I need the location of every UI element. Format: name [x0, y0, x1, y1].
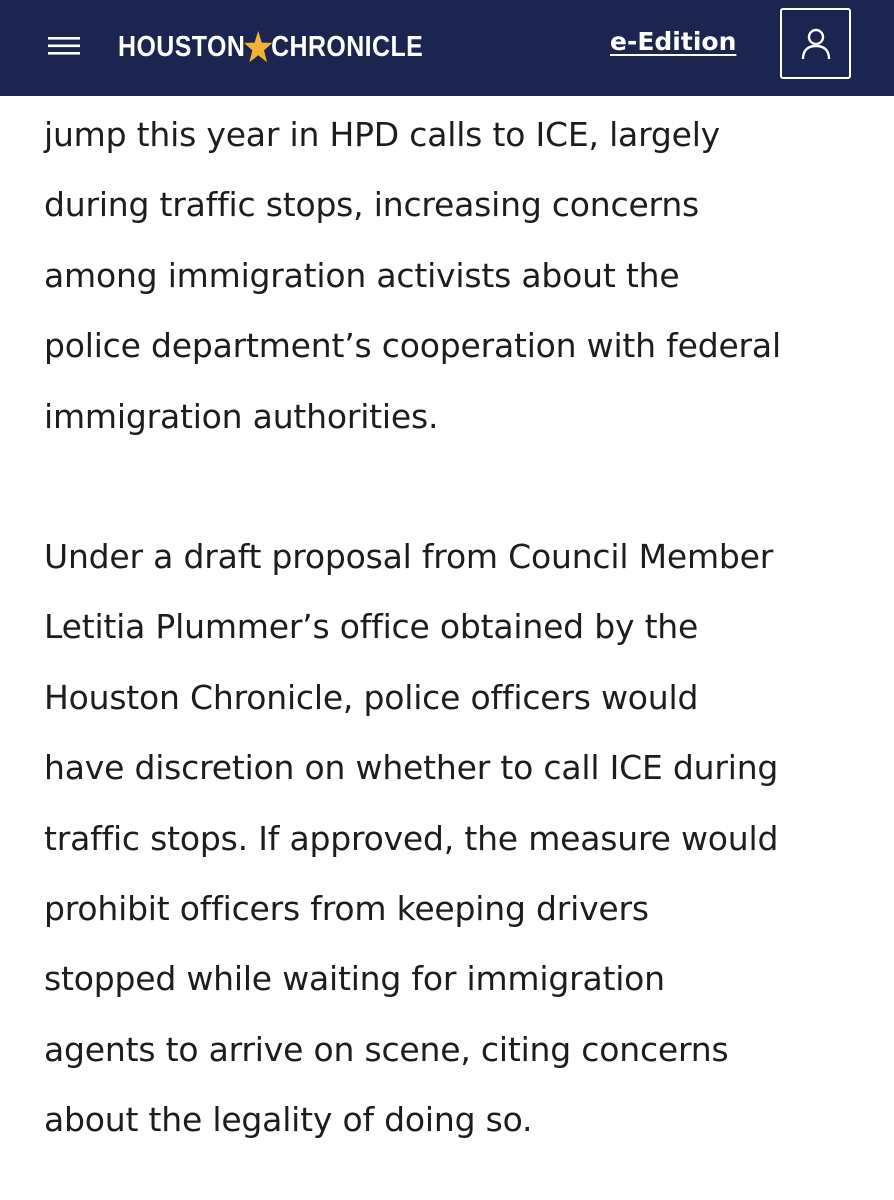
paragraph-line: about the legality of doing so. [44, 1100, 533, 1140]
logo-text-chronicle: CHRONICLE [271, 30, 424, 63]
paragraph-line: Letitia Plummer’s office obtained by the [44, 607, 699, 647]
article-paragraph [44, 522, 884, 1156]
user-account-icon [798, 26, 834, 62]
paragraph-line: prohibit officers from keeping drivers [44, 889, 649, 929]
paragraph-line: jump this year in HPD calls to ICE, largely [44, 115, 721, 154]
paragraph-line: police department’s cooperation with federal [44, 326, 781, 366]
houston-chronicle-logo[interactable] [118, 25, 423, 69]
paragraph-line: among immigration activists about the [44, 255, 680, 295]
paragraph-line: traffic stops. If approved, the measure would [44, 818, 779, 858]
paragraph-line: have discretion on whether to call ICE during [44, 748, 779, 788]
article-paragraph [44, 100, 884, 452]
account-button[interactable] [780, 8, 851, 79]
hamburger-menu-button[interactable] [44, 29, 84, 63]
article-body [44, 100, 884, 1156]
e-edition-link[interactable]: e-Edition [610, 27, 737, 56]
paragraph-line: Houston Chronicle, police officers would [44, 677, 699, 717]
paragraph-line: stopped while waiting for immigration [44, 959, 665, 999]
paragraph-spacer [44, 452, 884, 522]
paragraph-line: during traffic stops, increasing concerns [44, 185, 700, 225]
hamburger-menu-icon [44, 29, 84, 63]
paragraph-line: immigration authorities. [44, 396, 439, 436]
paragraph-line: agents to arrive on scene, citing concerns [44, 1029, 729, 1069]
site-header [0, 0, 894, 96]
logo-text-houston: HOUSTON [118, 30, 246, 63]
paragraph-line: Under a draft proposal from Council Member [44, 537, 774, 577]
star-icon [244, 30, 273, 64]
